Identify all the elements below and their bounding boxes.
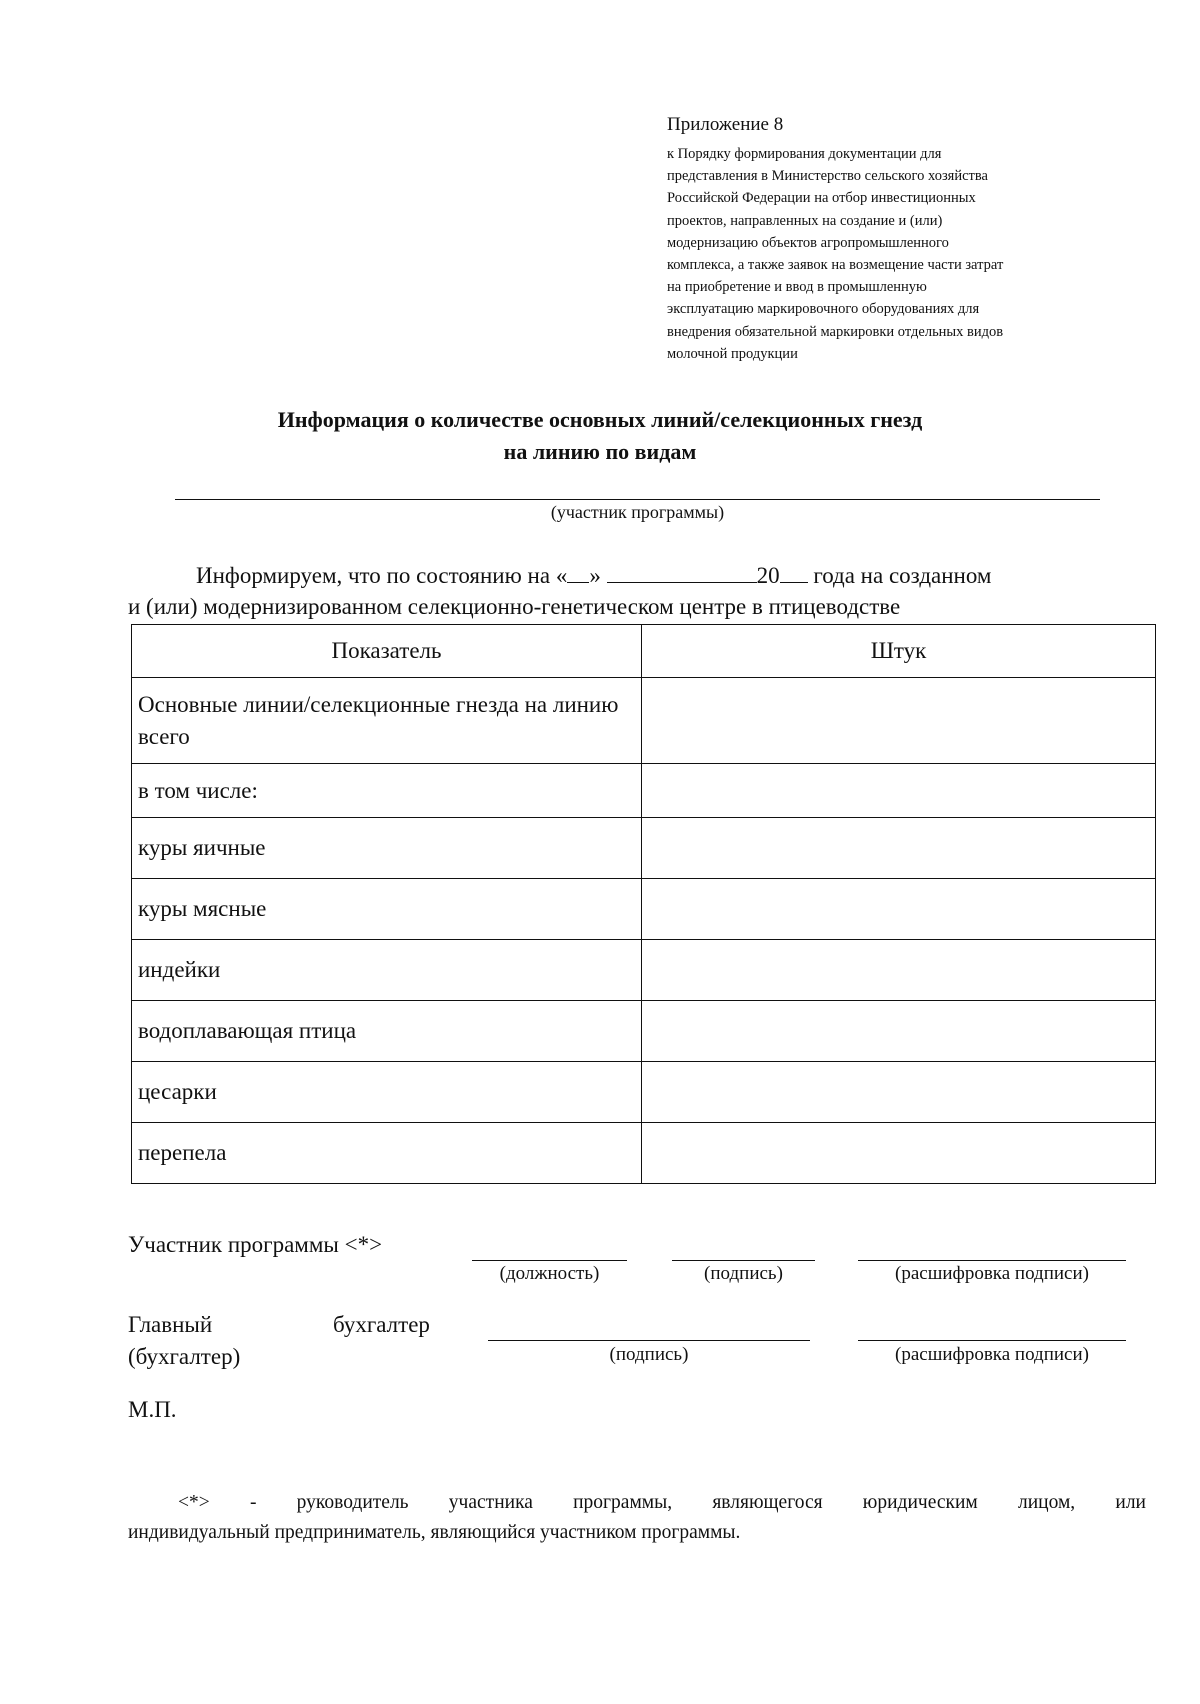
year-blank[interactable]: [780, 562, 808, 583]
annex-line: на приобретение и ввод в промышленную: [667, 279, 927, 296]
row-label: куры яичные: [132, 818, 642, 879]
annex-line: проектов, направленных на создание и (или): [667, 212, 943, 229]
day-blank[interactable]: [567, 562, 589, 583]
row-label: в том числе:: [132, 764, 642, 818]
table-row: [132, 1001, 1156, 1062]
document-title-line1: Информация о количестве основных линий/селекционных гнезд: [277, 407, 923, 432]
row-label: куры мясные: [132, 879, 642, 940]
participant-decode-line[interactable]: [858, 1260, 1126, 1261]
header-indicator: Показатель: [132, 625, 642, 678]
annex-description: [667, 143, 1167, 365]
data-table: [131, 624, 1156, 1184]
table-row: [132, 1062, 1156, 1123]
row-value-cell[interactable]: [642, 678, 1156, 764]
participant-caption: (участник программы): [550, 502, 725, 522]
intro-line-1: [196, 562, 991, 589]
row-value-cell[interactable]: [642, 1062, 1156, 1123]
row-label: цесарки: [132, 1062, 642, 1123]
row-label: перепела: [132, 1123, 642, 1184]
table-row: [132, 940, 1156, 1001]
participant-signature-line[interactable]: [672, 1260, 815, 1261]
participant-blank-line[interactable]: [175, 499, 1100, 500]
footnote: [128, 1488, 1146, 1548]
signature-caption: (подпись): [704, 1263, 783, 1284]
intro-text-start: Информируем, что по состоянию на «: [196, 563, 568, 588]
position-caption: (должность): [499, 1263, 600, 1284]
row-label: Основные линии/селекционные гнезда на линию всего: [132, 678, 642, 764]
footnote-line2: индивидуальный предприниматель, являющийся участником программы.: [128, 1522, 741, 1543]
row-value-cell[interactable]: [642, 879, 1156, 940]
intro-year-prefix: 20: [756, 563, 780, 588]
month-blank[interactable]: [607, 562, 757, 583]
accountant-label-line2: (бухгалтер): [128, 1344, 241, 1369]
document-title-line2: на линию по видам: [503, 439, 697, 464]
row-label: водоплавающая птица: [132, 1001, 642, 1062]
position-signature-line[interactable]: [472, 1260, 627, 1261]
annex-line: молочной продукции: [667, 345, 798, 362]
accountant-label-word1: Главный: [128, 1312, 213, 1337]
annex-title: Приложение 8: [667, 114, 784, 135]
row-value-cell[interactable]: [642, 1001, 1156, 1062]
row-value-cell[interactable]: [642, 818, 1156, 879]
accountant-label-word2: бухгалтер: [333, 1312, 430, 1337]
row-value-cell[interactable]: [642, 940, 1156, 1001]
intro-quote-close: »: [589, 563, 601, 588]
table-row: [132, 879, 1156, 940]
table-row: [132, 678, 1156, 764]
decode-caption: (расшифровка подписи): [895, 1263, 1089, 1284]
row-value-cell[interactable]: [642, 1123, 1156, 1184]
row-label: индейки: [132, 940, 642, 1001]
accountant-decode-caption: (расшифровка подписи): [895, 1344, 1089, 1365]
annex-line: модернизацию объектов агропромышленного: [667, 234, 949, 251]
accountant-decode-line[interactable]: [858, 1340, 1126, 1341]
table-row: [132, 1123, 1156, 1184]
stamp-place: М.П.: [128, 1397, 177, 1422]
row-value-cell[interactable]: [642, 764, 1156, 818]
accountant-signature-line[interactable]: [488, 1340, 810, 1341]
document-title: [150, 404, 1050, 468]
header-quantity: Штук: [642, 625, 1156, 678]
annex-line: внедрения обязательной маркировки отдельных видов: [667, 323, 1004, 340]
annex-line: эксплуатацию маркировочного оборудованиях для: [667, 301, 980, 318]
accountant-signature-caption: (подпись): [609, 1344, 689, 1365]
table-row: [132, 764, 1156, 818]
footnote-line1: <*> - руководитель участника программы, являющегося юридическим лицом, или: [178, 1492, 1146, 1513]
intro-text-end: года на созданном: [813, 563, 992, 588]
annex-line: представления в Министерство сельского хозяйства: [667, 168, 988, 185]
table-row: [132, 818, 1156, 879]
participant-signature-label: Участник программы <*>: [128, 1232, 383, 1257]
intro-line-2: и (или) модернизированном селекционно-генетическом центре в птицеводстве: [128, 594, 901, 619]
annex-line: к Порядку формирования документации для: [667, 146, 942, 162]
annex-line: комплекса, а также заявок на возмещение части затрат: [667, 257, 1004, 274]
annex-line: Российской Федерации на отбор инвестиционных: [667, 190, 976, 207]
table-header-row: [132, 625, 1156, 678]
